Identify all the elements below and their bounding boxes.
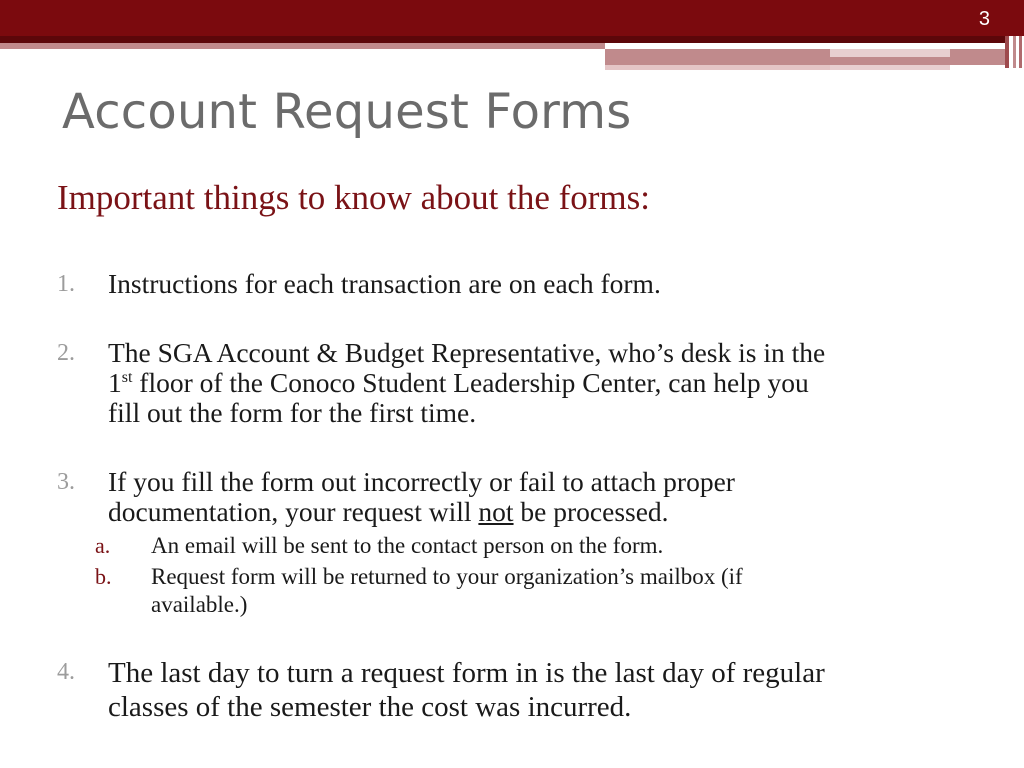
list-item-marker: 4.	[57, 659, 75, 685]
emphasis-underlined: not	[478, 496, 514, 527]
sub-item-text	[151, 532, 663, 560]
list-item-text	[108, 467, 735, 527]
header-stripe	[830, 65, 950, 70]
header-stripe	[605, 49, 830, 57]
list-item-marker: 3.	[57, 469, 75, 495]
list-item-marker: 1.	[57, 271, 75, 297]
header-vertical-stripe	[1019, 36, 1022, 68]
list-item-line-rest: floor of the Conoco Student Leadership Center, can help you	[132, 367, 809, 398]
list-item-line-rest: be processed.	[513, 496, 669, 527]
header-stripe	[830, 49, 950, 57]
list-item-text	[108, 656, 825, 724]
sub-item-line: An email will be sent to the contact person on the form.	[151, 533, 664, 558]
sub-item-marker: b.	[95, 564, 112, 589]
sub-item-line: Request form will be returned to your organization’s mailbox (if	[151, 564, 743, 589]
ordinal-suffix: st	[121, 368, 133, 386]
header-stripe	[0, 43, 605, 49]
header-stripe	[605, 57, 950, 65]
slide-number: 3	[978, 8, 990, 30]
list-item-line: classes of the semester the cost was incurred.	[108, 691, 632, 723]
slide-title: Account Request Forms	[62, 84, 632, 140]
header-stripe	[605, 65, 830, 70]
list-item-line	[108, 368, 825, 398]
sub-item-text	[151, 563, 743, 619]
list-item-line-start: documentation, your request will	[108, 496, 479, 527]
list-item-line: Instructions for each transaction are on each form.	[108, 268, 661, 299]
sub-item-line: available.)	[151, 592, 248, 617]
ordinal-number: 1	[108, 367, 122, 398]
list-item-line: The SGA Account & Budget Representative, who’s desk is in the	[108, 337, 826, 368]
sub-item-marker: a.	[95, 533, 111, 558]
header-vertical-stripe	[1005, 36, 1009, 68]
header-band	[0, 0, 1024, 36]
header-stripe	[950, 49, 1005, 65]
list-item-line: The last day to turn a request form in is the last day of regular	[108, 657, 825, 689]
list-item-marker: 2.	[57, 340, 75, 366]
list-item-text	[108, 338, 825, 428]
slide-subtitle: Important things to know about the forms:	[57, 178, 650, 217]
list-item-line: If you fill the form out incorrectly or fail to attach proper	[108, 466, 735, 497]
header-vertical-stripe	[1013, 36, 1016, 68]
header-band-shadow	[0, 36, 1005, 43]
list-item-line: fill out the form for the first time.	[108, 397, 477, 428]
list-item-line	[108, 497, 735, 527]
list-item-text	[108, 269, 661, 299]
